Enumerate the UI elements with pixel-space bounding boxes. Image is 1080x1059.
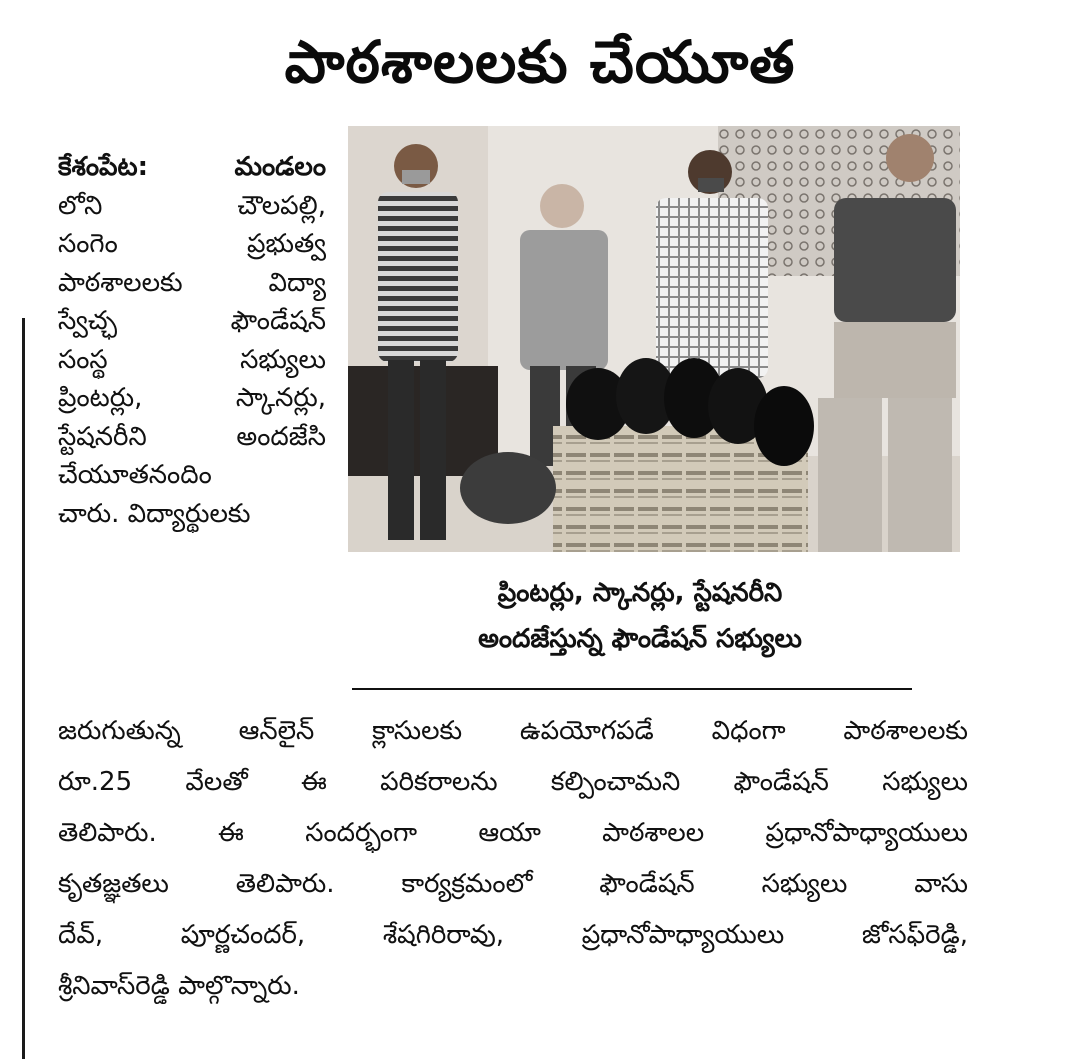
- body-line: జరుగుతున్న ఆన్‌లైన్ క్లాసులకు ఉపయోగపడే విధంగా పాఠశాలలకు: [58, 716, 968, 746]
- caption-divider: [352, 688, 912, 690]
- caption-line: అందజేస్తున్న ఫౌండేషన్ సభ్యులు: [478, 624, 802, 654]
- body-line: దేవ్, పూర్ణచందర్, శేషగిరిరావు, ప్రధానోపాధ్యాయులు జోసఫ్‌రెడ్డి,: [58, 920, 968, 950]
- column-line: స్టేషనరీని అందజేసి: [58, 421, 326, 452]
- body-text: [58, 706, 968, 1012]
- column-line: సంస్థ సభ్యులు: [58, 344, 326, 375]
- column-line: స్వేచ్ఛ ఫౌండేషన్: [58, 306, 326, 336]
- column-line: ప్రింటర్లు, స్కానర్లు,: [58, 383, 326, 413]
- headline: పాఠశాలలకు చేయూత: [284, 28, 796, 96]
- body-line: శ్రీనివాస్‌రెడ్డి పాల్గొన్నారు.: [58, 971, 300, 1001]
- column-line: చేయూతనందిం: [58, 460, 212, 490]
- news-photo-illustration: [348, 126, 960, 552]
- column-line: చారు. విద్యార్థులకు: [58, 498, 251, 529]
- column-line: లోని చౌలపల్లి,: [58, 190, 326, 221]
- column-line: సంగెం ప్రభుత్వ: [58, 229, 326, 259]
- photo-caption: [360, 570, 920, 662]
- column-line: పాఠశాలలకు విద్యా: [58, 267, 326, 298]
- caption-line: ప్రింటర్లు, స్కానర్లు, స్టేషనరీని: [497, 578, 783, 608]
- body-line: రూ.25 వేలతో ఈ పరికరాలను కల్పించామని ఫౌండేషన్ సభ్యులు: [58, 767, 968, 797]
- body-line: తెలిపారు. ఈ సందర్భంగా ఆయా పాఠశాలల ప్రధానోపాధ్యాయులు: [58, 818, 968, 848]
- lead-column: [58, 148, 326, 533]
- column-divider: [22, 318, 25, 1059]
- news-photo: [348, 126, 960, 552]
- column-line: కేశంపేట: మండలం: [58, 152, 326, 182]
- body-line: కృతజ్ఞతలు తెలిపారు. కార్యక్రమంలో ఫౌండేషన్ సభ్యులు వాసు: [58, 869, 968, 899]
